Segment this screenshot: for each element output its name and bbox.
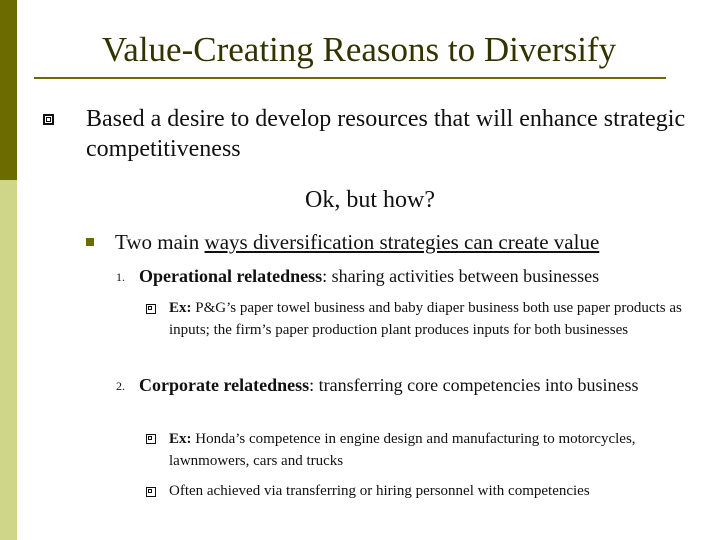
detail-label: Ex: — [169, 300, 192, 316]
slide-title: Value-Creating Reasons to Diversify — [101, 30, 617, 69]
detail-item — [169, 428, 709, 472]
detail-item — [169, 297, 709, 341]
detail-text: P&G’s paper towel business and baby diaper business both use paper products as inputs; the firm’s paper production plant produces inputs for both businesses — [169, 300, 682, 338]
solid-square-bullet-icon — [86, 238, 94, 246]
sub-bullet-underlined: ways diversification strategies can create value — [204, 230, 600, 254]
main-bullet-text: Based a desire to develop resources that will enhance strategic competitiveness — [86, 106, 686, 162]
square-bullet-icon — [43, 114, 54, 125]
detail-label: Ex: — [169, 431, 192, 447]
numbered-item — [139, 264, 699, 288]
centered-question: Ok, but how? — [305, 187, 435, 213]
numbered-item — [139, 373, 699, 397]
title-underline — [34, 77, 666, 79]
item-heading: Operational relatedness — [139, 266, 323, 286]
sub-bullet-text — [115, 229, 715, 255]
detail-item — [169, 480, 709, 502]
side-strip-light — [0, 180, 17, 540]
detail-text: Often achieved via transferring or hiring personnel with competencies — [169, 483, 590, 499]
sub-bullet-prefix: Two main — [115, 230, 205, 254]
item-number: 1. — [116, 270, 125, 284]
item-text: : transferring core competencies into business — [309, 375, 639, 395]
item-number: 2. — [116, 379, 125, 393]
square-bullet-icon — [146, 434, 156, 444]
side-strip-dark — [0, 0, 17, 180]
detail-text: Honda’s competence in engine design and manufacturing to motorcycles, lawnmowers, cars and trucks — [169, 431, 636, 469]
item-heading: Corporate relatedness — [139, 375, 310, 395]
item-text: : sharing activities between businesses — [322, 266, 600, 286]
square-bullet-icon — [146, 304, 156, 314]
square-bullet-icon — [146, 487, 156, 497]
